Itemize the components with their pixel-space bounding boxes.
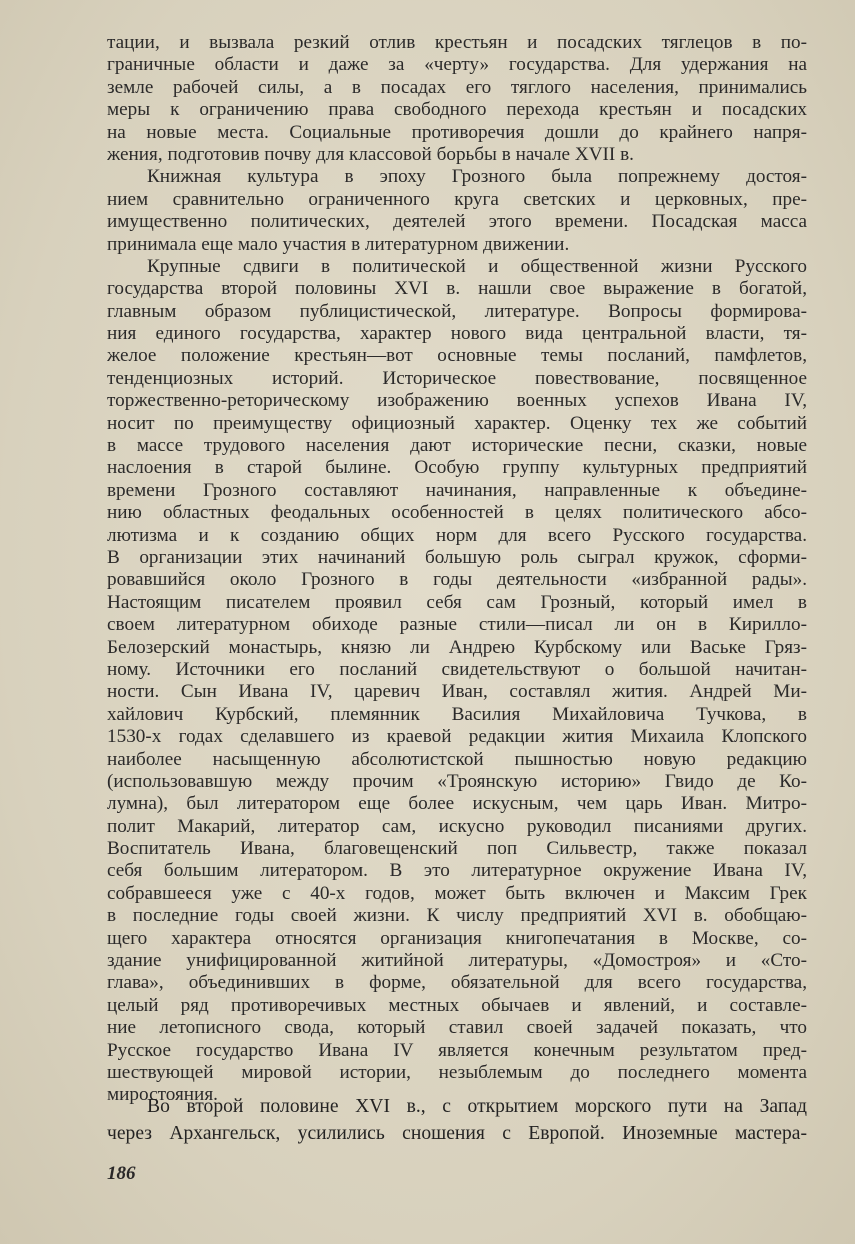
text-line: нию областных феодальных особенностей в целях политического абсо-: [107, 502, 807, 524]
text-line: шествующей мировой истории, незыблемым до последнего момента: [107, 1061, 807, 1083]
text-line: В организации этих начинаний большую роль сыграл кружок, сформи-: [107, 546, 807, 568]
text-line: лютизма и к созданию общих норм для всего Русского государства.: [107, 524, 807, 546]
text-line: Крупные сдвиги в политической и общественной жизни Русского: [147, 255, 807, 277]
text-line: наиболее насыщенную абсолютистской пышностью новую редакцию: [107, 748, 807, 770]
text-line: ровавшийся около Грозного в годы деятельности «избранной рады».: [107, 569, 807, 591]
text-line: носит по преимуществу официозный характер. Оценку тех же событий: [107, 412, 807, 434]
text-line: ности. Сын Ивана IV, царевич Иван, составлял жития. Андрей Ми-: [107, 681, 807, 703]
text-line: Русское государство Ивана IV является конечным результатом пред-: [107, 1039, 807, 1061]
text-line: жения, подготовив почву для классовой борьбы в начале XVII в.: [107, 143, 634, 165]
text-line: лумна), был литератором еще более искусным, чем царь Иван. Митро-: [107, 793, 807, 815]
page-number: 186: [107, 1163, 136, 1184]
text-line: в последние годы своей жизни. К числу предприятий XVI в. обобщаю-: [107, 905, 807, 927]
body-text: [107, 32, 807, 1107]
text-line: торжественно-реторическому изображению военных успехов Ивана IV,: [107, 390, 807, 412]
text-line: здание унифицированной житийной литературы, «Домостроя» и «Сто-: [107, 950, 807, 972]
text-line: ному. Источники его посланий свидетельствуют о большой начитан-: [107, 658, 807, 680]
text-line: главным образом публицистической, литературе. Вопросы формирова-: [107, 300, 807, 322]
text-line: собравшееся уже с 40-х годов, может быть включен и Максим Грек: [107, 882, 807, 904]
text-line: ние летописного свода, который ставил своей задачей показать, что: [107, 1017, 807, 1039]
body-text-continued: [107, 1093, 807, 1147]
text-line: щего характера относятся организация книгопечатания в Москве, со-: [107, 927, 807, 949]
text-line: Настоящим писателем проявил себя сам Грозный, который имел в: [107, 591, 807, 613]
text-line: в массе трудового населения дают исторические песни, сказки, новые: [107, 435, 807, 457]
text-line: граничные области и даже за «черту» государства. Для удержания на: [107, 54, 807, 76]
text-line: тации, и вызвала резкий отлив крестьян и посадских тяглецов в по-: [107, 32, 807, 53]
text-line: государства второй половины XVI в. нашли свое выражение в богатой,: [107, 278, 807, 300]
text-line: миростояния.: [107, 1084, 218, 1106]
text-line: на новые места. Социальные противоречия дошли до крайнего напря-: [107, 121, 807, 143]
text-line: земле рабочей силы, а в посадах его тяглого населения, принимались: [107, 76, 807, 98]
text-line: желое положение крестьян—вот основные темы посланий, памфлетов,: [107, 345, 807, 367]
text-line: Книжная культура в эпоху Грозного была попрежнему достоя-: [147, 166, 807, 188]
text-line: своем литературном обиходе разные стили—писал ли он в Кирилло-: [107, 614, 807, 636]
text-line: наслоения в старой былине. Особую группу культурных предприятий: [107, 457, 807, 479]
text-line: хайлович Курбский, племянник Василия Михайловича Тучкова, в: [107, 703, 807, 725]
text-line: ния единого государства, характер нового вида центральной власти, тя-: [107, 323, 807, 345]
text-line: Белозерский монастырь, князю ли Андрею Курбскому или Ваське Гряз-: [107, 636, 807, 658]
text-line: глава», объединивших в форме, обязательной для всего государства,: [107, 972, 807, 994]
text-line: времени Грозного составляют начинания, направленные к объедине-: [107, 479, 807, 501]
text-line: полит Макарий, литератор сам, искусно руководил писаниями других.: [107, 815, 807, 837]
text-line: тенденциозных историй. Историческое повествование, посвященное: [107, 367, 807, 389]
text-line: Воспитатель Ивана, благовещенский поп Сильвестр, также показал: [107, 838, 807, 860]
text-line: принимала еще мало участия в литературном движении.: [107, 233, 570, 255]
text-line: через Архангельск, усилились сношения с Европой. Иноземные мастера-: [107, 1123, 807, 1144]
text-line: 1530-х годах сделавшего из краевой редакции жития Михаила Клопского: [107, 726, 807, 748]
text-line: себя большим литератором. В это литературное окружение Ивана IV,: [107, 860, 807, 882]
text-line: имущественно политических, деятелей этого времени. Посадская масса: [107, 211, 807, 233]
text-line: целый ряд противоречивых местных обычаев и явлений, и составле-: [107, 994, 807, 1016]
text-line: меры к ограничению права свободного перехода крестьян и посадских: [107, 99, 807, 121]
text-line: (использовавшую между прочим «Троянскую историю» Гвидо де Ко-: [107, 770, 807, 792]
text-line: Во второй половине XVI в., с открытием морского пути на Запад: [147, 1096, 807, 1117]
text-line: нием сравнительно ограниченного круга светских и церковных, пре-: [107, 188, 807, 210]
